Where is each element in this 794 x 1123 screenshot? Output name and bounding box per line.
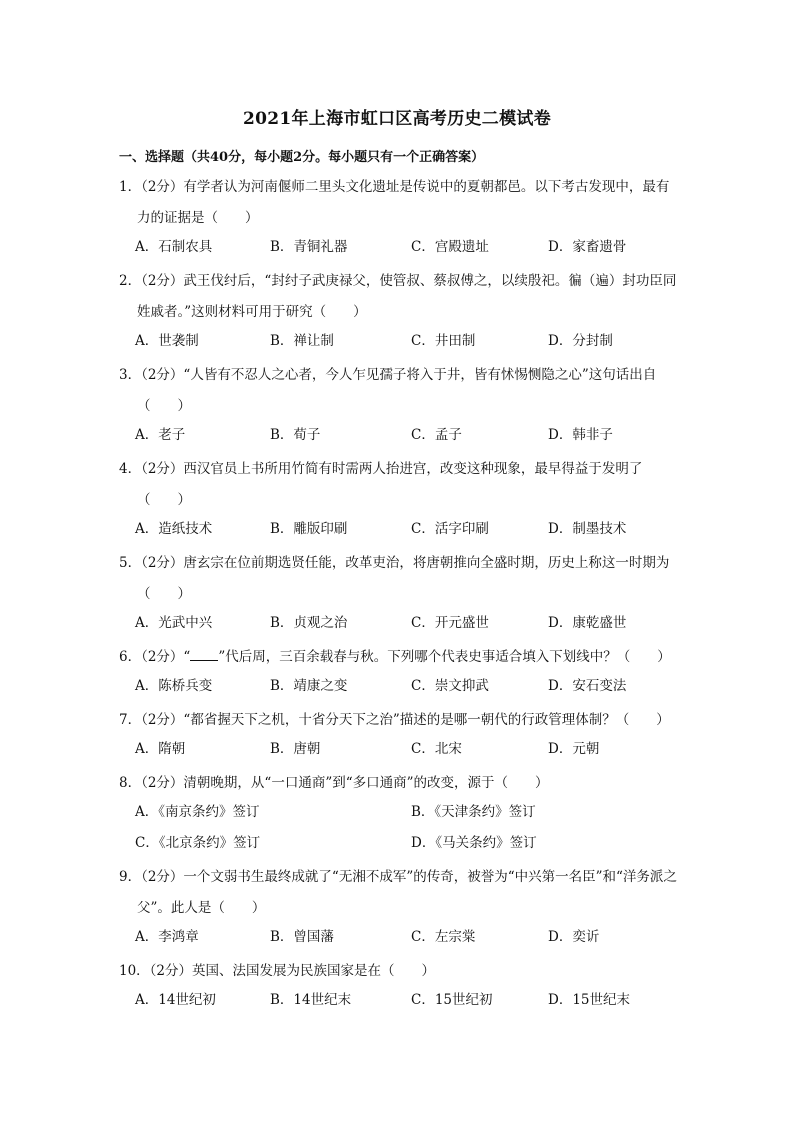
options-row [135, 800, 680, 824]
option-a[interactable]: A．隋朝 [135, 741, 186, 757]
option-c[interactable]: C．北宋 [411, 741, 462, 757]
option-b[interactable]: B．《天津条约》签订 [411, 804, 536, 820]
option-d[interactable]: D．分封制 [548, 333, 613, 349]
options-row [135, 831, 680, 855]
options-row [135, 235, 680, 259]
option-b[interactable]: B．曾国藩 [270, 929, 334, 945]
option-b[interactable]: B．靖康之变 [270, 678, 348, 694]
question-2 [119, 266, 679, 328]
question-stem: 1．（2分）有学者认为河南偃师二里头文化遗址是传说中的夏朝都邑。以下考古发现中，最有力的证据是（ ） [119, 179, 670, 226]
option-c[interactable]: C．《北京条约》签订 [135, 835, 261, 851]
options-row [135, 988, 680, 1012]
question-stem: 7．（2分）“都省握天下之机，十省分天下之治”描述的是哪一朝代的行政管理体制？（ ） [119, 712, 670, 728]
option-a[interactable]: A．世袭制 [135, 333, 199, 349]
option-b[interactable]: B．14世纪末 [270, 992, 352, 1008]
option-c[interactable]: C．孟子 [411, 427, 462, 443]
option-d[interactable]: D．康乾盛世 [548, 615, 627, 631]
options-row [135, 423, 680, 447]
question-1 [119, 172, 679, 234]
options-row [135, 517, 680, 541]
stem-part: ”代后周，三百余载春与秋。下列哪个代表史事适合填入下划线中？（ ） [218, 649, 671, 665]
option-a[interactable]: A．造纸技术 [135, 521, 213, 537]
option-d[interactable]: D．安石变法 [548, 678, 627, 694]
option-a[interactable]: A．《南京条约》签订 [135, 804, 260, 820]
option-d[interactable]: D．韩非子 [548, 427, 613, 443]
stem-part: 6．（2分）“ [119, 649, 191, 665]
option-c[interactable]: C．左宗棠 [411, 929, 476, 945]
option-d[interactable]: D．15世纪末 [548, 992, 631, 1008]
option-d[interactable]: D．家畜遗骨 [548, 239, 627, 255]
question-stem [119, 642, 679, 673]
option-a[interactable]: A．石制农具 [135, 239, 213, 255]
question-9 [119, 862, 679, 924]
question-stem: 4．（2分）西汉官员上书所用竹简有时需两人抬进宫，改变这种现象，最早得益于发明了（ ） [119, 461, 643, 508]
option-c[interactable]: C．井田制 [411, 333, 476, 349]
option-b[interactable]: B．青铜礼器 [270, 239, 348, 255]
question-stem: 8．（2分）清朝晚期，从“一口通商”到“多口通商”的改变，源于（ ） [119, 775, 549, 791]
question-10 [119, 956, 679, 987]
options-row [135, 925, 680, 949]
question-5 [119, 548, 679, 610]
option-c[interactable]: C．开元盛世 [411, 615, 489, 631]
option-b[interactable]: B．禅让制 [270, 333, 334, 349]
option-a[interactable]: A．14世纪初 [135, 992, 216, 1008]
option-d[interactable]: D．元朝 [548, 741, 600, 757]
question-4 [119, 454, 679, 516]
options-row [135, 737, 680, 761]
question-stem: 2．（2分）武王伐纣后，“封纣子武庚禄父，使管叔、蔡叔傅之，以续殷祀。徧（遍）封功臣同姓戚者。”这则材料可用于研究（ ） [119, 273, 677, 320]
section-heading: 一、选择题（共40分，每小题2分。每小题只有一个正确答案） [119, 150, 485, 165]
option-a[interactable]: A．光武中兴 [135, 615, 213, 631]
option-c[interactable]: C．崇文抑武 [411, 678, 489, 694]
option-a[interactable]: A．老子 [135, 427, 186, 443]
option-c[interactable]: C．15世纪初 [411, 992, 493, 1008]
question-8 [119, 768, 679, 799]
option-b[interactable]: B．唐朝 [270, 741, 321, 757]
options-row [135, 674, 680, 698]
options-row [135, 329, 680, 353]
option-b[interactable]: B．贞观之治 [270, 615, 348, 631]
question-stem: 5．（2分）唐玄宗在位前期选贤任能，改革吏治，将唐朝推向全盛时期，历史上称这一时期为（ ） [119, 555, 670, 602]
option-d[interactable]: D．《马关条约》签订 [411, 835, 537, 851]
question-stem: 9．（2分）一个文弱书生最终成就了“无湘不成军”的传奇，被誉为“中兴第一名臣”和“洋务派之父”。此人是（ ） [119, 869, 677, 916]
question-stem: 10．（2分）英国、法国发展为民族国家是在（ ） [119, 963, 436, 979]
question-7 [119, 705, 679, 736]
option-c[interactable]: C．活字印刷 [411, 521, 489, 537]
fill-in-blank [190, 649, 218, 661]
option-d[interactable]: D．制墨技术 [548, 521, 627, 537]
option-b[interactable]: B．荀子 [270, 427, 321, 443]
option-a[interactable]: A．李鸿章 [135, 929, 199, 945]
question-6 [119, 642, 679, 673]
option-c[interactable]: C．宫殿遗址 [411, 239, 489, 255]
options-row [135, 611, 680, 635]
question-stem: 3．（2分）“人皆有不忍人之心者，今人乍见孺子将入于井，皆有怵惕恻隐之心”这句话出自（ ） [119, 367, 657, 414]
exam-title: 2021年上海市虹口区高考历史二模试卷 [242, 109, 551, 129]
option-d[interactable]: D．奕䜣 [548, 929, 600, 945]
option-a[interactable]: A．陈桥兵变 [135, 678, 213, 694]
question-3 [119, 360, 679, 422]
option-b[interactable]: B．雕版印刷 [270, 521, 348, 537]
